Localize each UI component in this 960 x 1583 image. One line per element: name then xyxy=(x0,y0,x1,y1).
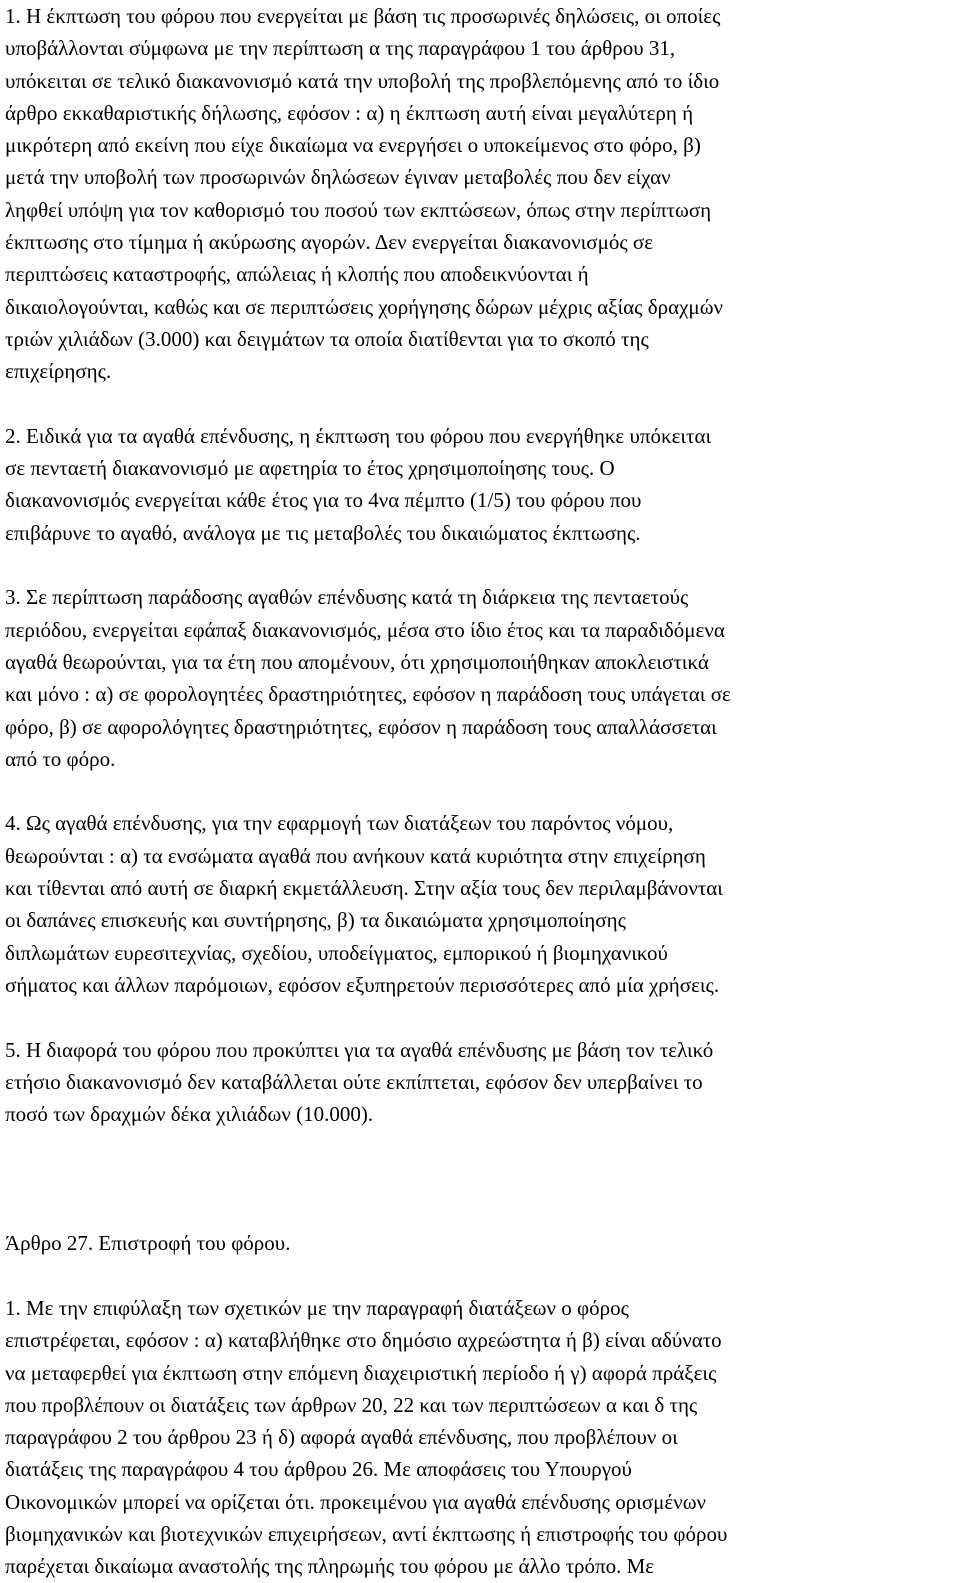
paragraph-spacer xyxy=(5,775,960,807)
paragraph-2: 2. Ειδικά για τα αγαθά επένδυσης, η έκπτωση του φόρου που ενεργήθηκε υπόκειται σε πενταετή διακανονισμό με αφετηρία το έτος χρησιμοποίησης τους. Ο διακανονισμός ενεργείται κάθε έτος για το 4να πέμπτο (1/5) του φόρου που επιβάρυνε το αγαθό, ανάλογα με τις μεταβολές του δικαιώματος έκπτωσης. xyxy=(5,423,712,545)
document-page xyxy=(5,0,960,1583)
paragraph-5: 5. Η διαφορά του φόρου που προκύπτει για τα αγαθά επένδυσης με βάση τον τελικό ετήσιο διακανονισμό δεν καταβάλλεται ούτε εκπίπτεται, εφόσον δεν υπερβαίνει το ποσό των δραχμών δέκα χιλιάδων (10.000). xyxy=(5,1037,714,1127)
article-paragraph-1: 1. Με την επιφύλαξη των σχετικών με την παραγραφή διατάξεων ο φόρος επιστρέφεται, εφόσον : α) καταβλήθηκε στο δημόσιο αχρεώστητα ή β) είναι αδύνατο να μεταφερθεί για έκπτωση στην επόμενη διαχειριστική περίοδο ή γ) αφορά πράξεις που προβλέπουν οι διατάξεις των άρθρων 20, 22 και των περιπτώσεων α και δ της παραγράφου 2 του άρθρου 23 ή δ) αφορά αγαθά επένδυσης, που προβλέπουν οι διατάξεις της παραγράφου 4 του άρθρου 26. Με αποφάσεις του Υπουργού Οικονομικών μπορεί να ορίζεται ότι. προκειμένου για αγαθά επένδυσης ορισμένων βιομηχανικών και βιοτεχνικών επιχειρήσεων, αντί έκπτωσης ή επιστροφής του φόρου παρέχεται δικαίωμα αναστολής της πληρωμής του φόρου με άλλο τρόπο. Με xyxy=(5,1295,728,1579)
paragraph-1: 1. Η έκπτωση του φόρου που ενεργείται με βάση τις προσωρινές δηλώσεις, οι οποίες υποβάλλονται σύμφωνα με την περίπτωση α της παραγράφου 1 του άρθρου 31, υπόκειται σε τελικό διακανονισμό κατά την υποβολή της προβλεπόμενης από το ίδιο άρθρο εκκαθαριστικής δήλωσης, εφόσον : α) η έκπτωση αυτή είναι μεγαλύτερη ή μικρότερη από εκείνη που είχε δικαίωμα να ενεργήσει ο υποκείμενος στο φόρο, β) μετά την υποβολή των προσωρινών δηλώσεων έγιναν μεταβολές που δεν είχαν ληφθεί υπόψη για τον καθορισμό του ποσού των εκπτώσεων, όπως στην περίπτωση έκπτωσης στο τίμημα ή ακύρωσης αγορών. Δεν ενεργείται διακανονισμός σε περιπτώσεις καταστροφής, απώλειας ή κλοπής που αποδεικνύονται ή δικαιολογούνται, καθώς και σε περιπτώσεις χορήγησης δώρων μέχρις αξίας δραχμών τριών χιλιάδων (3.000) και δειγμάτων τα οποία διατίθενται για το σκοπό της επιχείρησης. xyxy=(5,4,724,384)
paragraph-3: 3. Σε περίπτωση παράδοσης αγαθών επένδυσης κατά τη διάρκεια της πενταετούς περιόδου, ενεργείται εφάπαξ διακανονισμός, μέσα στο ίδιο έτος και τα παραδιδόμενα αγαθά θεωρούνται, για τα έτη που απομένουν, ότι χρησιμοποιήθηκαν αποκλειστικά και μόνο : α) σε φορολογητέες δραστηριότητες, εφόσον η παράδοση τους υπάγεται σε φόρο, β) σε αφορολόγητες δραστηριότητες, εφόσον η παράδοση τους απαλλάσσεται από το φόρο. xyxy=(5,585,731,771)
article-heading: Άρθρο 27. Επιστροφή του φόρου. xyxy=(5,1231,291,1256)
paragraph-spacer xyxy=(5,1001,960,1033)
paragraph-4: 4. Ως αγαθά επένδυσης, για την εφαρμογή των διατάξεων του παρόντος νόμου, θεωρούνται : α) τα ενσώματα αγαθά που ανήκουν κατά κυριότητα στην επιχείρηση και τίθενται από αυτή σε διαρκή εκμετάλλευση. Στην αξία τους δεν περιλαμβάνονται οι δαπάνες επισκευής και συντήρησης, β) τα δικαιώματα χρησιμοποίησης διπλωμάτων ευρεσιτεχνίας, σχεδίου, υποδείγματος, εμπορικού ή βιομηχανικού σήματος και άλλων παρόμοιων, εφόσον εξυπηρετούν περισσότερες από μία χρήσεις. xyxy=(5,811,723,997)
paragraph-spacer xyxy=(5,388,960,420)
paragraph-spacer xyxy=(5,1260,960,1292)
paragraph-spacer xyxy=(5,549,960,581)
section-spacer xyxy=(5,1130,960,1227)
